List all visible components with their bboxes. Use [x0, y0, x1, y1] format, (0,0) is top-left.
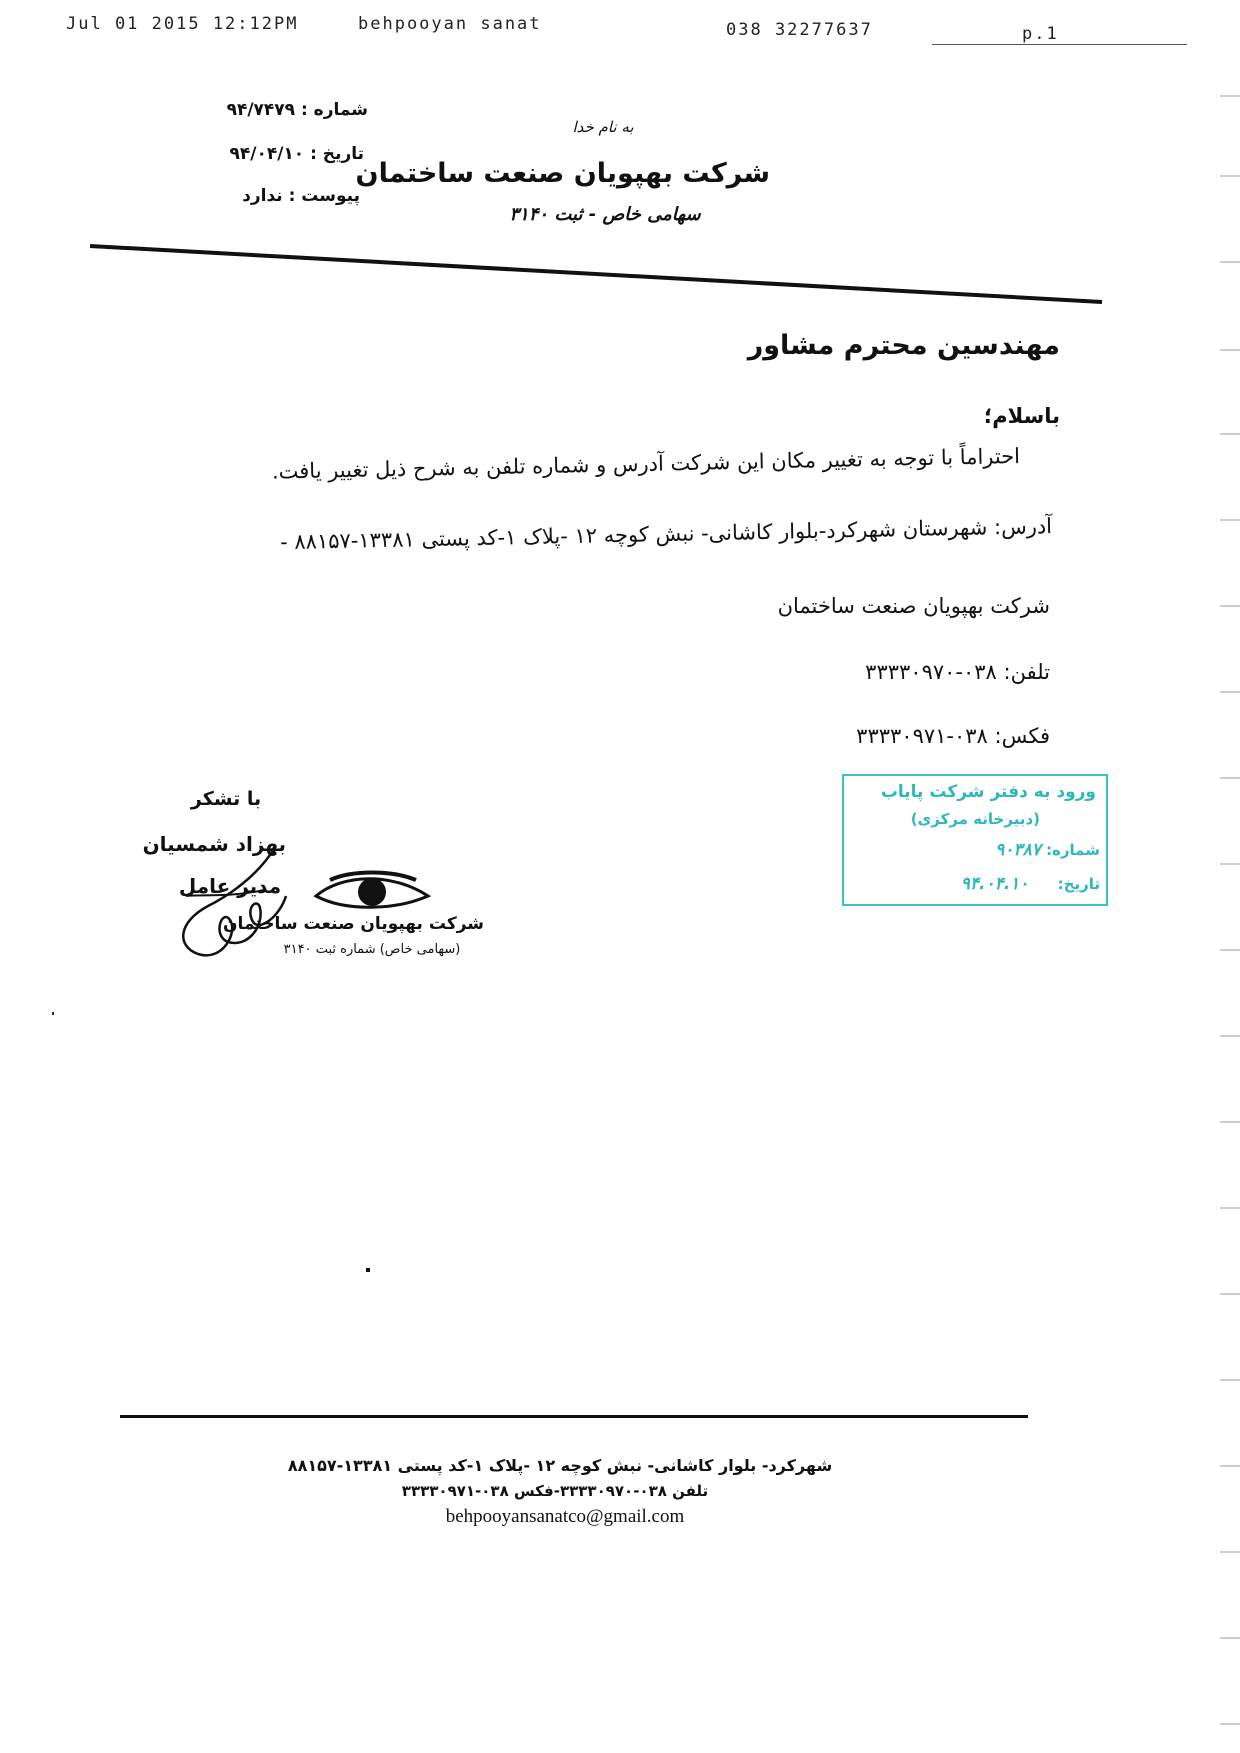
letter-attachment-value: ندارد	[242, 186, 283, 206]
stamp-number-label: شماره:	[1046, 841, 1100, 859]
letter-number	[200, 100, 368, 120]
signature-thanks: با تشکر	[190, 788, 262, 810]
letter-number-label: شماره :	[300, 100, 368, 120]
letter-attachment-label: پیوست :	[288, 186, 360, 206]
letter-attachment	[200, 186, 360, 206]
stamp-title: ورود به دفتر شرکت پایاب	[880, 782, 1096, 802]
footer-email: behpooyansanatco@gmail.com	[445, 1506, 685, 1527]
body-line-1: احتراماً با توجه به تغییر مکان این شرکت آدرس و شماره تلفن به شرح ذیل تغییر یافت.	[271, 444, 1021, 484]
scan-speck	[52, 1012, 54, 1015]
seal-sub: (سهامی خاص) شماره ثبت ۳۱۴۰	[283, 942, 461, 957]
phone-line	[800, 660, 1050, 684]
recipient: مهندسین محترم مشاور	[747, 330, 1060, 361]
company-name: شرکت بهپویان صنعت ساختمان	[355, 158, 770, 189]
scan-margin-marks	[1214, 0, 1240, 1753]
fax-label: فکس:	[994, 724, 1050, 748]
fax-page: p.1	[1022, 24, 1059, 44]
signature-title: مدیر عامل	[178, 874, 282, 898]
stamp-date	[961, 874, 1100, 894]
company-subtitle: سهامی خاص - ثبت ۳۱۴۰	[509, 204, 701, 225]
footer-divider	[120, 1415, 1028, 1418]
invocation: به نام خدا	[572, 118, 634, 136]
eye-logo-icon	[312, 870, 432, 916]
receipt-stamp	[842, 774, 1108, 906]
letter-number-value: ۹۴/۷۴۷۹	[226, 100, 296, 120]
fax-sender: behpooyan sanat	[358, 14, 542, 34]
footer-phones: تلفن ۰۳۸-۳۳۳۳۰۹۷۰-فکس ۰۳۸-۳۳۳۳۰۹۷۱	[401, 1482, 709, 1500]
fax-value: ۰۳۸-۳۳۳۳۰۹۷۱	[856, 724, 988, 748]
letter-date	[200, 144, 364, 164]
fax-number: 038 32277637	[726, 20, 873, 40]
stamp-subtitle: (دبیرخانه مرکزی)	[910, 810, 1040, 828]
phone-value: ۰۳۸-۳۳۳۳۰۹۷۰	[865, 660, 997, 684]
scan-speck	[366, 1268, 370, 1272]
address-line: آدرس: شهرستان شهرکرد-بلوار کاشانی- نبش کوچه ۱۲ -پلاک ۱-کد پستی ۱۳۳۸۱-۸۸۱۵۷ -	[279, 514, 1053, 555]
stamp-date-label: تاریخ:	[1057, 875, 1100, 893]
company-line: شرکت بهپویان صنعت ساختمان	[777, 594, 1050, 618]
fax-date: Jul 01 2015 12:12PM	[66, 14, 299, 34]
letterhead-divider	[88, 238, 1108, 308]
footer-address: شهرکرد- بلوار کاشانی- نبش کوچه ۱۲ -پلاک ۱-کد پستی ۱۳۳۸۱-۸۸۱۵۷	[287, 1456, 833, 1475]
fax-header-rule	[932, 44, 1187, 45]
stamp-number	[995, 840, 1100, 860]
fax-line	[800, 724, 1050, 748]
phone-label: تلفن:	[1003, 660, 1050, 684]
letter-date-label: تاریخ :	[310, 144, 364, 164]
signature-name: بهزاد شمسیان	[142, 832, 286, 856]
stamp-number-value: ۹۰۳۸۷	[995, 840, 1041, 860]
stamp-date-value: ۹۴.۰۴.۱۰	[960, 874, 1029, 894]
greeting: باسلام؛	[983, 404, 1060, 428]
letter-date-value: ۹۴/۰۴/۱۰	[229, 144, 305, 164]
seal-company: شرکت بهپویان صنعت ساختمان	[223, 914, 484, 934]
